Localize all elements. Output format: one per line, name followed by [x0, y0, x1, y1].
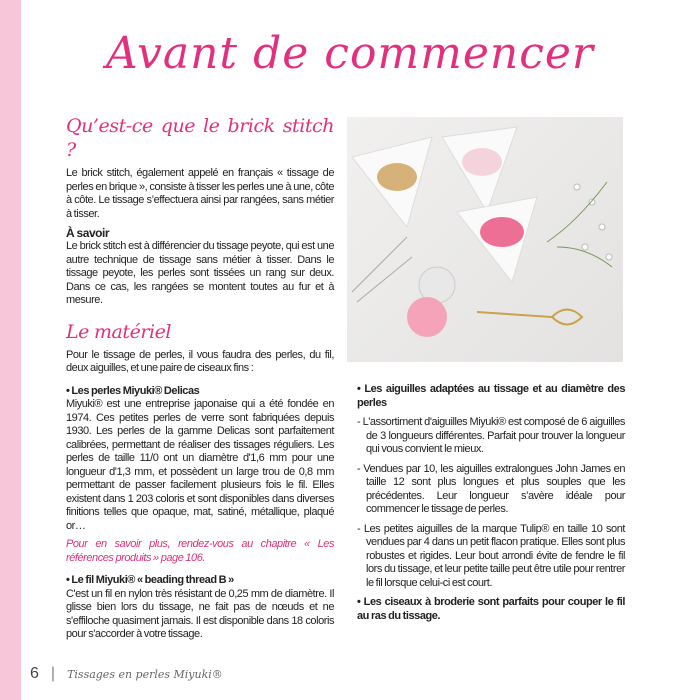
page-edge-stripe	[0, 0, 21, 700]
left-column	[66, 114, 334, 647]
note-heading: À savoir	[66, 226, 110, 240]
page-footer	[30, 664, 223, 685]
ciseaux-paragraph: • Les ciseaux à broderie sont parfaits pour couper le fil au ras du tissage.	[357, 596, 625, 622]
materials-photo	[347, 117, 623, 362]
aiguilles-item: - Les petites aiguilles de la marque Tulip® en taille 10 sont vendues par 4 dans un petit flacon pratique. Elles sont plus robustes et rigides. Leur bout arrondi évite de fendre le fil lors du tissage, et leur petite taille peut être utile pour rentrer le fil lorsque celui-ci est court.	[357, 522, 625, 589]
aiguilles-heading: • Les aiguilles adaptées au tissage et au diamètre des perles	[357, 383, 625, 409]
perles-heading: • Les perles Miyuki® Delicas	[66, 384, 200, 397]
perles-reference-link[interactable]: Pour en savoir plus, rendez-vous au chapitre « Les références produits » page 106.	[66, 538, 334, 564]
note-paragraph: Le brick stitch est à différencier du tissage peyote, qui est une autre technique de tissage sans métier à tisser. Dans le tissage peyote, les perles sont tissées un rang sur deux. Dans ce cas, les rangées se montent toutes au fur et à mesure.	[66, 240, 334, 306]
materiel-intro: Pour le tissage de perles, il vous faudra des perles, du fil, deux aiguilles, et une paire de ciseaux fins :	[66, 348, 334, 374]
perles-paragraph: Miyuki® est une entreprise japonaise qui a été fondée en 1974. Ces petites perles de verre sont fabriquées depuis 1930. Les perles de la gamme Delicas sont parfaitement calibrées, permettant de réaliser des tissages réguliers. Les perles de taille 11/0 ont un diamètre d'1,6 mm pour une longueur d'1,3 mm, et possèdent un large trou de 0,8 mm permettant de passer facilement plusieurs fois le fil. Elles existent dans 1 203 coloris et sont disponibles dans diverses finitions telles que opaque, mat, satiné, métallique, plaqué or…	[66, 398, 334, 532]
aiguilles-item: - L'assortiment d'aiguilles Miyuki® est composé de 6 aiguilles de 3 longueurs différentes. Parfait pour trouver la longueur qui vous convient le mieux.	[357, 416, 625, 455]
section-heading-brick-stitch: Qu’est-ce que le brick stitch ?	[66, 115, 334, 161]
page-title: Avant de commencer	[106, 28, 594, 79]
fil-heading: • Le fil Miyuki® « beading thread B »	[66, 574, 234, 586]
intro-paragraph: Le brick stitch, également appelé en français « tissage de perles en brique », consiste à tisser les perles une à une, côte à côte. Le tissage s’effectuera ainsi par rangées, sans métier à tisser.	[66, 167, 334, 220]
section-heading-materiel: Le matériel	[66, 320, 172, 343]
aiguilles-item: - Vendues par 10, les aiguilles extralongues John James en taille 12 sont plus longues et plus souples que les précédentes. Leur longueur s’avère idéale pour commencer le tissage de perles.	[357, 462, 625, 515]
materiel-right-column	[357, 383, 625, 623]
footer-separator: |	[50, 665, 56, 682]
fil-paragraph: C'est un fil en nylon très résistant de 0,25 mm de diamètre. Il glisse bien lors du tissage, ne fait pas de nœuds et ne s'effiloche quasiment jamais. Il est disponible dans 18 coloris pour s'accorder à votre tissage.	[66, 587, 334, 640]
page-number: 6	[30, 665, 39, 682]
book-title: Tissages en perles Miyuki®	[67, 668, 223, 681]
